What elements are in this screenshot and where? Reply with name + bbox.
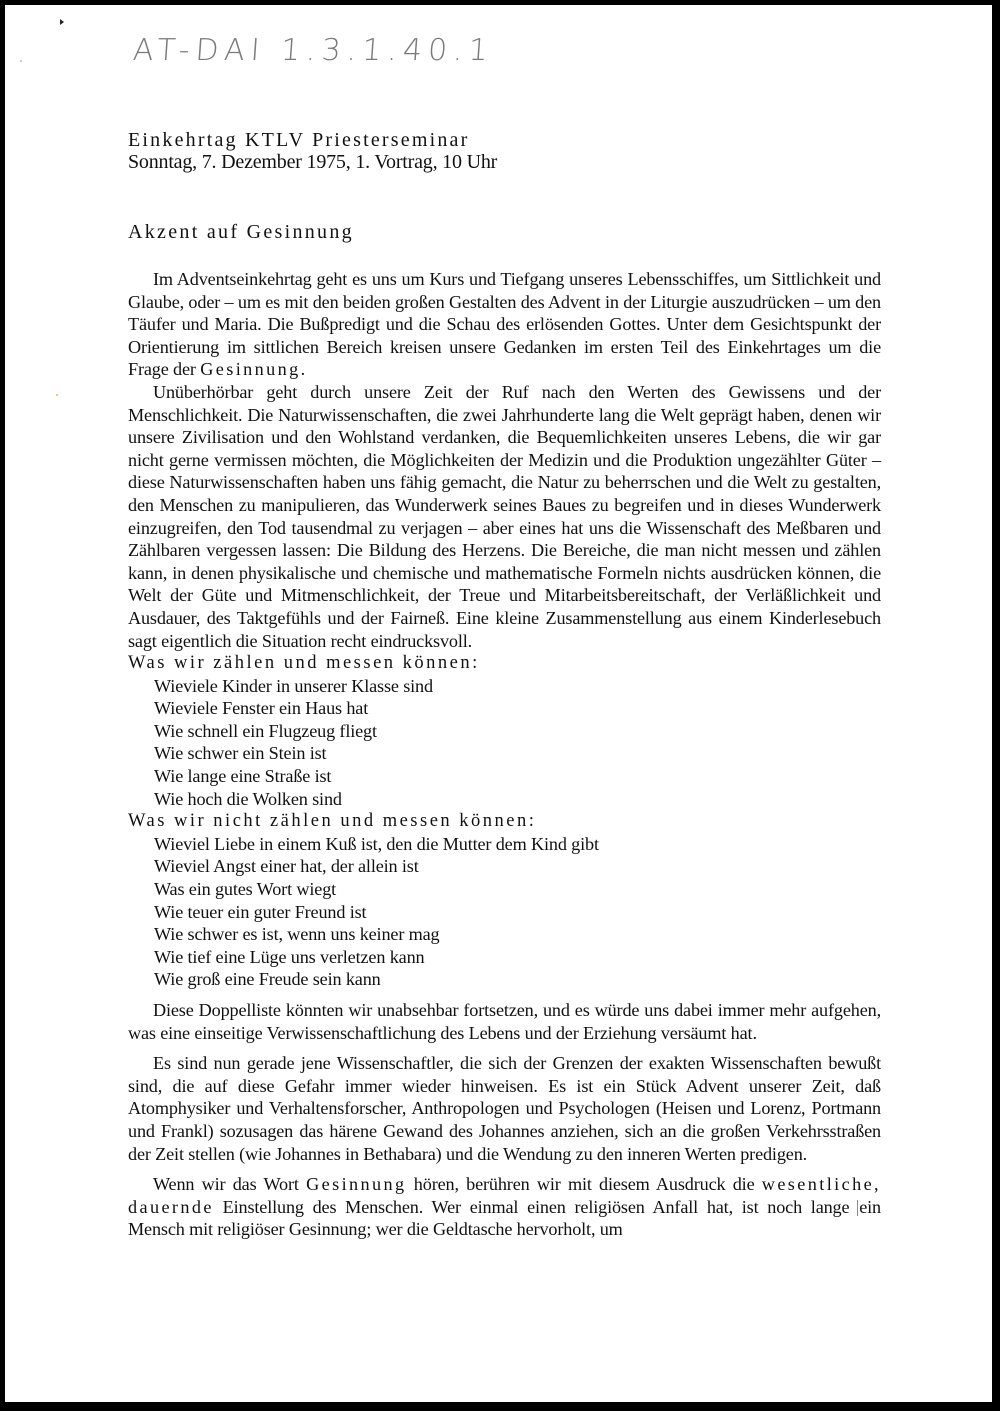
- list-item: Wie hoch die Wolken sind: [154, 788, 342, 809]
- paragraph-5-text: hören, berühren wir mit diesem Ausdruck die: [406, 1174, 762, 1195]
- paragraph-1-text: Im Adventseinkehrtag geht es uns um Kurs und Tiefgang unseres Lebensschiffes, um Sittlichkeit und Glaube, oder – um es mit den beiden großen Gestalten des Advent in der Liturgie auszudrücken – um den Täufer und Maria. Die Bußpredigt und die Schau des erlösenden Gottes. Unter dem Gesichtspunkt der Orientierung im sittlichen Bereich kreisen unsere Gedanken im ersten Teil des Einkehrtages um die Frage der: [128, 269, 881, 380]
- document-body: [128, 268, 881, 1241]
- document-title: Akzent auf Gesinnung: [128, 221, 354, 243]
- list-item: Wie schnell ein Flugzeug fliegt: [154, 720, 377, 741]
- list-uncountable-heading: Was wir nicht zählen und messen können:: [128, 811, 537, 832]
- list-item: Wie groß eine Freude sein kann: [154, 969, 381, 990]
- list-countable: [128, 675, 881, 811]
- paragraph-5: [128, 1173, 881, 1241]
- list-item: Wieviel Liebe in einem Kuß ist, den die Mutter dem Kind gibt: [154, 833, 599, 854]
- list-item: Wie lange eine Straße ist: [154, 766, 332, 787]
- list-item: Wieviele Fenster ein Haus hat: [154, 698, 369, 719]
- document-page: [5, 5, 992, 1402]
- list-item: Wie tief eine Lüge uns verletzen kann: [154, 946, 425, 967]
- list-item: Wieviele Kinder in unserer Klasse sind: [154, 675, 433, 696]
- paragraph-5-text: ein Mensch mit religiöser Gesinnung; wer die Geldtasche hervorholt, um: [128, 1196, 881, 1240]
- paragraph-3: Diese Doppelliste könnten wir unabsehbar fortsetzen, und es würde uns dabei immer mehr aufgehen, was eine einseitige Verwissenschaftlichung des Lebens und der Erziehung versäumt hat.: [128, 1000, 881, 1043]
- list-uncountable: [128, 833, 881, 991]
- list-item: Was ein gutes Wort wiegt: [154, 879, 337, 900]
- paragraph-2: Unüberhörbar geht durch unsere Zeit der Ruf nach den Werten des Gewissens und der Menschlichkeit. Die Naturwissenschaften, die zwei Jahrhunderte lang die Welt geprägt haben, denen wir unsere Zivilisation und den Wohlstand verdanken, die Bequemlichkeiten unseres Lebens, die wir gar nicht gerne vermissen möchten, die Möglichkeiten der Medizin und die Produktion ungezählter Güter – diese Naturwissenschaften haben uns fähig gemacht, die Natur zu beherrschen und die Welt zu gestalten, den Menschen zu manipulieren, das Wunderwerk seines Baues zu begreifen und in dieses Wunderwerk einzugreifen, den Tod tausendmal zu verjagen – aber eines hat uns die Wissenschaft des Meßbaren und Zählbaren vergessen lassen: Die Bildung des Herzens. Die Bereiche, die man nicht messen und zählen kann, in denen physikalische und chemische und mathematische Formeln nichts ausdrücken können, die Welt der Güte und Mitmenschlichkeit, der Treue und Mitarbeitsbereitschaft, der Verläßlichkeit und Ausdauer, des Taktgefühls und der Fairneß. Eine kleine Zusammenstellung aus einem Kinderlesebuch sagt eigentlich die Situation recht eindrucksvoll.: [128, 381, 881, 651]
- emphasis-gesinnung: Gesinnung: [306, 1174, 407, 1195]
- paragraph-1-end: .: [300, 359, 306, 380]
- paragraph-1: [128, 268, 881, 381]
- paragraph-4: Es sind nun gerade jene Wissenschaftler, die sich der Grenzen der exakten Wissenschaften bewußt sind, die auf diese Gefahr immer wieder hinweisen. Es ist ein Stück Advent unserer Zeit, daß Atomphysiker und Verhaltensforscher, Anthropologen und Psychologen (Heisen und Lorenz, Portmann und Frankl) sozusagen das härene Gewand des Johannes anziehen, sich an die großen Verkehrsstraßen der Zeit stellen (wie Johannes in Bethabara) und die Wendung zu den inneren Werten predigen.: [128, 1053, 881, 1164]
- paragraph-5-text: Wenn wir das Wort: [153, 1174, 307, 1195]
- scan-mark-icon: [60, 19, 64, 25]
- scan-speck: [56, 394, 58, 396]
- list-countable-heading: Was wir zählen und messen können:: [128, 653, 480, 674]
- list-item: Wie schwer ein Stein ist: [154, 743, 327, 764]
- list-item: Wieviel Angst einer hat, der allein ist: [154, 856, 419, 877]
- list-item: Wie schwer es ist, wenn uns keiner mag: [154, 924, 440, 945]
- scan-speck: [20, 60, 22, 62]
- list-item: Wie teuer ein guter Freund ist: [154, 901, 367, 922]
- paragraph-5-text: Einstellung des Menschen. Wer einmal einen religiösen Anfall hat, ist noch lange: [213, 1196, 850, 1217]
- document-header: [128, 129, 497, 173]
- archive-reference-annotation: AT-DAI 1.3.1.40.1: [131, 33, 495, 68]
- emphasis-gesinnung: Gesinnung: [200, 359, 301, 380]
- event-date: Sonntag, 7. Dezember 1975, 1. Vortrag, 10 Uhr: [128, 151, 498, 173]
- emphasis-wesentliche-dauernde: wesentliche, dauernde: [128, 1174, 881, 1217]
- event-title: Einkehrtag KTLV Priesterseminar: [128, 129, 470, 151]
